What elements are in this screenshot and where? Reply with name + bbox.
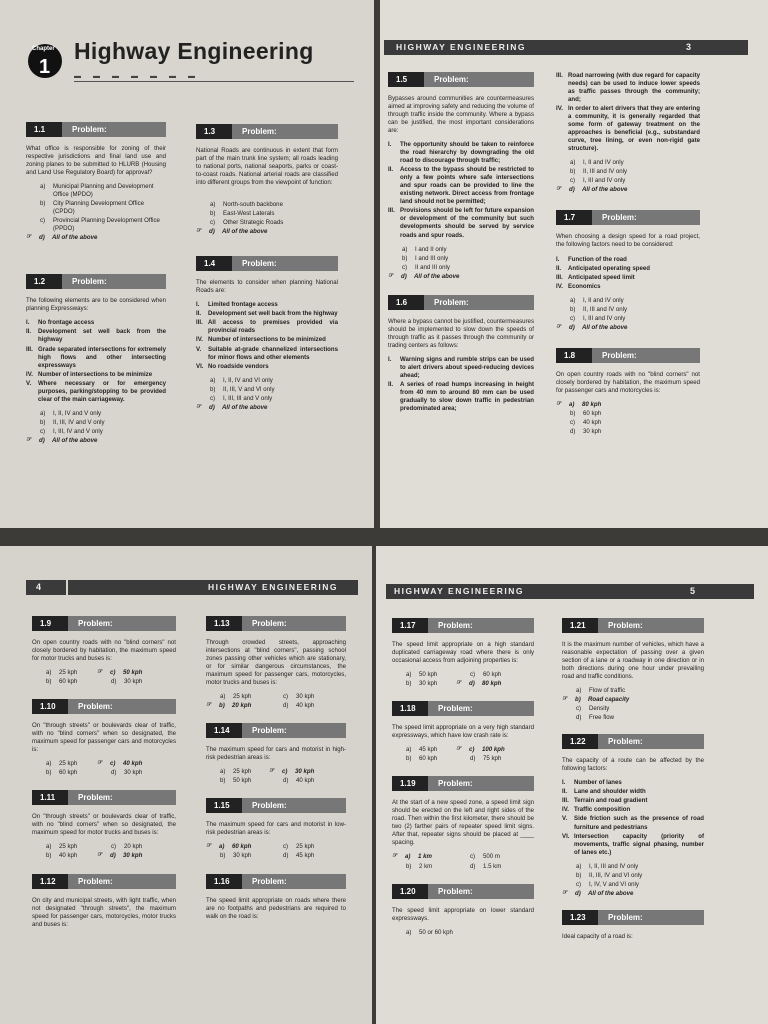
pointing-hand-icon: ☞ xyxy=(456,746,462,753)
pointing-hand-icon: ☞ xyxy=(556,323,562,330)
answer-option: ☞ b) 20 kph xyxy=(206,702,252,710)
running-header: HIGHWAY ENGINEERING xyxy=(386,584,696,599)
answer-option: ☞ a) 80 kph xyxy=(556,400,602,408)
option: b) 30 kph xyxy=(406,680,438,688)
list-item: I. No frontage access xyxy=(26,319,95,327)
list-item: I. Number of lanes xyxy=(562,779,622,787)
option: a) 25 kph xyxy=(46,843,78,851)
answer-option: ☞ c) 30 kph xyxy=(269,768,315,776)
problem-bar: 1.3 Problem: xyxy=(196,124,338,139)
option: b) 60 kph xyxy=(46,769,78,777)
answer-option: ☞ b) Road capacity xyxy=(562,696,630,704)
option: a) Flow of traffic xyxy=(576,687,626,695)
question-text: When choosing a design speed for a road project, the following factors need to be considered: xyxy=(556,233,700,249)
running-header: HIGHWAY ENGINEERING xyxy=(384,40,684,55)
question-text: Where a bypass cannot be justified, countermeasures should be implemented to slow down the speeds of through traffic as it passes through the community or trading centers as follows: xyxy=(388,317,534,349)
answer-option: ☞ a) 60 kph xyxy=(206,843,252,851)
question-text: What office is responsible for zoning of their respective jurisdictions and final land use and zoning planes to be submitted to HLURB (Housing and Land Use Regulatory Board) for approval? xyxy=(26,145,166,177)
answer-option: ☞ d) All of the above xyxy=(26,234,98,242)
question-text: The speed limit appropriate on roads where there are no footpaths and pedestrians are required to walk on the road is: xyxy=(206,896,346,920)
chapter-number: 1 xyxy=(39,56,51,78)
pointing-hand-icon: ☞ xyxy=(196,403,202,410)
option: b) 60 kph xyxy=(406,755,438,763)
answer-option: ☞ c) 40 kph xyxy=(97,760,143,768)
option: a) 25 kph xyxy=(220,693,252,701)
list-item: IV. Number of intersections to be minimize xyxy=(26,370,153,378)
option: c) 40 kph xyxy=(570,418,602,426)
answer-option: ☞ c) 100 kph xyxy=(456,746,505,754)
question-text: On open country roads with no "blind corners" not closely bordered by habitation, the maximum speed for passenger cars and motorcycles is: xyxy=(556,370,700,394)
option: d) 30 kph xyxy=(111,678,143,686)
answer-option: ☞ d) All of the above xyxy=(196,228,268,236)
answer-option: ☞ c) 50 kph xyxy=(97,669,143,677)
answer-option: ☞ a) 1 km xyxy=(392,853,432,861)
option: d) 40 kph xyxy=(283,702,315,710)
option: c) I, III, IV and V only xyxy=(40,427,103,435)
problem-bar: 1.1 Problem: xyxy=(26,122,166,137)
list-item: II. Lane and shoulder width xyxy=(562,788,646,796)
problem-bar: 1.23 Problem: xyxy=(562,910,704,925)
header-rule xyxy=(26,580,66,595)
pointing-hand-icon: ☞ xyxy=(97,852,103,859)
list-item: III. All access to premises provided via provincial roads xyxy=(196,319,338,335)
list-item: VI. No roadside vendors xyxy=(196,362,269,370)
list-item: II. Development set well back from the highway xyxy=(26,328,166,344)
list-item: III. Terrain and road gradient xyxy=(562,797,648,805)
option: a) North-south backbone xyxy=(210,201,283,209)
list-item: V. Side friction such as the presence of road furniture and pedestrians xyxy=(562,815,704,831)
list-item: IV. In order to alert drivers that they are entering a community, it is generally regarded that some form of gateway treatment on the approaches is beneficial (e.g., substandard curve, tree lining, or even non-rigid gate structure). xyxy=(556,105,700,153)
problem-bar: 1.21 Problem: xyxy=(562,618,704,633)
option: b) 60 kph xyxy=(570,409,602,417)
question-text: The maximum speed for cars and motorist in high-risk pedestrian areas is: xyxy=(206,746,346,762)
option: c) 30 kph xyxy=(283,693,315,701)
pointing-hand-icon: ☞ xyxy=(269,768,275,775)
option: c) 20 kph xyxy=(111,843,143,851)
question-text: The elements to consider when planning National Roads are: xyxy=(196,279,338,295)
problem-bar: 1.5 Problem: xyxy=(388,72,534,87)
list-item: III. Provisions should be left for future expansion or development of the community but such developments should be served by service roads and spur roads. xyxy=(388,207,534,239)
pointing-hand-icon: ☞ xyxy=(26,234,32,241)
chapter-label: Chapter xyxy=(32,46,55,52)
page-3 xyxy=(380,0,768,528)
option: d) 75 kph xyxy=(470,755,502,763)
question-text: National Roads are continuous in extent that form part of the main trunk line system; all roads leading to national ports, national seaports, parks or coast-to-coast roads. National arterial roads are classified into different groups from the viewpoint of function: xyxy=(196,147,338,187)
page-5 xyxy=(376,546,768,1024)
option: c) Provincial Planning Development Office (PPDO) xyxy=(40,217,160,233)
list-item: III. Anticipated speed limit xyxy=(556,273,635,281)
list-item: VI. Intersection capacity (priority of movements, traffic signal phasing, number of lanes etc.) xyxy=(562,832,704,856)
question-text: The maximum speed for cars and motorist in low-risk pedestrian areas is: xyxy=(206,821,346,837)
question-text: On city and municipal streets, with light traffic, when not designated "through streets", the maximum speed for passenger cars, motorcycles, motor trucks and buses is: xyxy=(32,896,176,928)
answer-option: ☞ d) 80 kph xyxy=(456,680,502,688)
page-number: 3 xyxy=(686,42,692,52)
option: b) II, III, V and VI only xyxy=(210,385,275,393)
list-item: IV. Number of intersections to be minimized xyxy=(196,336,326,344)
pointing-hand-icon: ☞ xyxy=(556,186,562,193)
page-number: 5 xyxy=(690,586,696,596)
question-text: On "through streets" or boulevards clear of traffic, with no "blind corners" when so designated, the maximum speed for motor trucks and buses is: xyxy=(32,813,176,837)
pointing-hand-icon: ☞ xyxy=(206,843,212,850)
option: a) 45 kph xyxy=(406,746,438,754)
option: b) East-West Laterals xyxy=(210,210,275,218)
option: c) 60 kph xyxy=(470,671,502,679)
option: a) I, II, IV and V only xyxy=(40,409,102,417)
option: a) 25 kph xyxy=(46,669,78,677)
list-item: I. Warning signs and rumble strips can be used to alert drivers about speed-reducing devices ahead; xyxy=(388,355,534,379)
option: b) I and III only xyxy=(402,254,449,262)
option: c) 25 kph xyxy=(283,843,315,851)
problem-bar: 1.19 Problem: xyxy=(392,776,534,791)
pointing-hand-icon: ☞ xyxy=(97,669,103,676)
list-item: I. The opportunity should be taken to reinforce the road hierarchy by downgrading the old road to discourage through traffic; xyxy=(388,141,534,165)
problem-bar: 1.16 Problem: xyxy=(206,874,346,889)
problem-bar: 1.6 Problem: xyxy=(388,295,534,310)
problem-bar: 1.22 Problem: xyxy=(562,734,704,749)
option: a) Municipal Planning and Development Office (MPDO) xyxy=(40,183,154,199)
option: a) 25 kph xyxy=(46,760,78,768)
list-item: I. Limited frontage access xyxy=(196,301,278,309)
option: d) 1.5 km xyxy=(470,862,502,870)
option: d) 45 kph xyxy=(283,852,315,860)
question-text: It is the maximum number of vehicles, which have a reasonable expectation of passing over a given section of a lane or a roadway in one direction or in both directions during one hour under prevailing road and traffic conditions. xyxy=(562,641,704,681)
page-1 xyxy=(0,0,374,528)
problem-bar: 1.15 Problem: xyxy=(206,798,346,813)
list-item: II. Development set well back from the highway xyxy=(196,310,338,318)
question-text: On open country roads with no "blind corners" not closely bordered by habitation, the maximum speed for motor trucks and buses is: xyxy=(32,639,176,663)
page-number: 4 xyxy=(36,582,42,592)
question-text: The following elements are to be considered when planning Expressways: xyxy=(26,297,166,313)
option: a) I, II and IV only xyxy=(570,159,624,167)
pointing-hand-icon: ☞ xyxy=(556,400,562,407)
running-header: HIGHWAY ENGINEERING xyxy=(68,580,358,595)
problem-bar: 1.4 Problem: xyxy=(196,256,338,271)
option: b) II, III and IV only xyxy=(570,168,628,176)
option: b) City Planning Development Office (CPDO) xyxy=(40,200,145,216)
list-item: III. Road narrowing (with due regard for capacity needs) can be used to induce lower speeds as traffic passes through the community; and; xyxy=(556,72,700,104)
option: a) 50 or 60 kph xyxy=(406,928,453,936)
list-item: II. Anticipated operating speed xyxy=(556,264,650,272)
answer-option: ☞ d) All of the above xyxy=(556,186,628,194)
answer-option: ☞ d) All of the above xyxy=(562,889,634,897)
list-item: II. A series of road humps increasing in height from 40 mm to around 80 mm can be used gradually to slow down traffic in pedestrian predominated area; xyxy=(388,380,534,412)
page-4 xyxy=(0,546,372,1024)
option: b) 30 kph xyxy=(220,852,252,860)
list-item: I. Function of the road xyxy=(556,255,627,263)
answer-option: ☞ d) 30 kph xyxy=(97,852,143,860)
option: a) I and II only xyxy=(402,245,447,253)
list-item: IV. Traffic composition xyxy=(562,806,631,814)
option: c) 500 m xyxy=(470,853,500,861)
question-text: At the start of a new speed zone, a speed limit sign should be erected on the left and right sides of the road. Then within the first kilometer, there should be two (2) farther pairs of repeater speed limit signs. After that, repeater signs should be placed at ____ spacing. xyxy=(392,799,534,847)
chapter-badge xyxy=(26,38,64,88)
option: b) II, III, IV and VI only xyxy=(576,871,643,879)
option: c) I, IV, V and VI only xyxy=(576,880,639,888)
option: a) I, II, IV and VI only xyxy=(210,376,273,384)
pointing-hand-icon: ☞ xyxy=(196,228,202,235)
list-item: V. Suitable at-grade channelized intersections for minor flows and other elements xyxy=(196,345,338,361)
header-rule xyxy=(696,584,754,599)
option: c) Density xyxy=(576,705,610,713)
problem-bar: 1.17 Problem: xyxy=(392,618,534,633)
option: b) II, III and IV only xyxy=(570,305,628,313)
option: c) II and III only xyxy=(402,263,450,271)
pointing-hand-icon: ☞ xyxy=(388,272,394,279)
chapter-title: Highway Engineering xyxy=(74,38,314,64)
option: b) 50 kph xyxy=(220,777,252,785)
list-item: III. Grade separated intersections for extremely high flows and other intersecting expressways xyxy=(26,345,166,369)
question-text: The speed limit appropriate on a very high standard expressways, which have low crash rate is: xyxy=(392,724,534,740)
option: d) 40 kph xyxy=(283,777,315,785)
option: b) 2 km xyxy=(406,862,433,870)
answer-option: ☞ d) All of the above xyxy=(196,403,268,411)
answer-option: ☞ d) All of the above xyxy=(388,272,460,280)
list-item: II. Access to the bypass should be restricted to only a few points where safe intersections and spur roads can be provided to line the existing network. Direct access from frontage land should not be permitted; xyxy=(388,166,534,206)
question-text: The speed limit appropriate on a high standard duplicated carriageway road where there is only occasional access from adjoining properties is: xyxy=(392,641,534,665)
problem-bar: 1.18 Problem: xyxy=(392,701,534,716)
problem-bar: 1.2 Problem: xyxy=(26,274,166,289)
question-text: Bypasses around communities are countermeasures aimed at improving safety and reducing the volume of through traffic inside the community. Where a bypass can be justified, the most important considerations are: xyxy=(388,95,534,135)
problem-bar: 1.11 Problem: xyxy=(32,790,176,805)
pointing-hand-icon: ☞ xyxy=(26,436,32,443)
pointing-hand-icon: ☞ xyxy=(562,889,568,896)
problem-bar: 1.13 Problem: xyxy=(206,616,346,631)
pointing-hand-icon: ☞ xyxy=(562,696,568,703)
pointing-hand-icon: ☞ xyxy=(97,760,103,767)
list-item: IV. Economics xyxy=(556,282,601,290)
problem-bar: 1.9 Problem: xyxy=(32,616,176,631)
option: b) 40 kph xyxy=(46,852,78,860)
question-text: The speed limit appropriate on lower standard expressways. xyxy=(392,906,534,922)
option: a) I, II, III and IV only xyxy=(576,862,639,870)
answer-option: ☞ d) All of the above xyxy=(26,436,98,444)
problem-bar: 1.20 Problem: xyxy=(392,884,534,899)
option: a) I, II and IV only xyxy=(570,296,624,304)
option: c) I, III and IV only xyxy=(570,314,626,322)
problem-bar: 1.12 Problem: xyxy=(32,874,176,889)
option: d) 30 kph xyxy=(111,769,143,777)
option: c) I, III and IV only xyxy=(570,177,626,185)
pointing-hand-icon: ☞ xyxy=(392,853,398,860)
question-text: Through crowded streets, approaching intersections at "blind corners", passing school zones passing other vehicles which are stationary, or for similar dangerous circumstances, the maximum speed for passenger cars, motorcycles, motor trucks and buses is: xyxy=(206,639,346,687)
problem-bar: 1.10 Problem: xyxy=(32,699,176,714)
option: c) I, III, III and V only xyxy=(210,394,273,402)
answer-option: ☞ d) All of the above xyxy=(556,323,628,331)
question-text: On "through streets" or boulevards clear of traffic, with no "blind corners" when so designated, the maximum speed for passenger cars and motorcycles is: xyxy=(32,722,176,754)
question-text: Ideal capacity of a road is: xyxy=(562,932,633,940)
option: a) 25 kph xyxy=(220,768,252,776)
problem-bar: 1.7 Problem: xyxy=(556,210,700,225)
option: d) Free flow xyxy=(576,714,615,722)
option: c) Other Strategic Roads xyxy=(210,219,284,227)
problem-bar: 1.14 Problem: xyxy=(206,723,346,738)
header-rule xyxy=(684,40,748,55)
pointing-hand-icon: ☞ xyxy=(206,702,212,709)
option: b) 60 kph xyxy=(46,678,78,686)
cars-decoration: ▬▬▬▬▬▬▬ xyxy=(74,72,354,82)
question-text: The capacity of a route can be affected by the following factors: xyxy=(562,757,704,773)
problem-bar: 1.8 Problem: xyxy=(556,348,700,363)
option: b) II, III, IV and V only xyxy=(40,418,105,426)
pointing-hand-icon: ☞ xyxy=(456,680,462,687)
option: a) 50 kph xyxy=(406,671,438,679)
list-item: V. Where necessary or for emergency purposes, parking/stopping to be provided clear of the main carriageway. xyxy=(26,379,166,403)
option: d) 30 kph xyxy=(570,427,602,435)
